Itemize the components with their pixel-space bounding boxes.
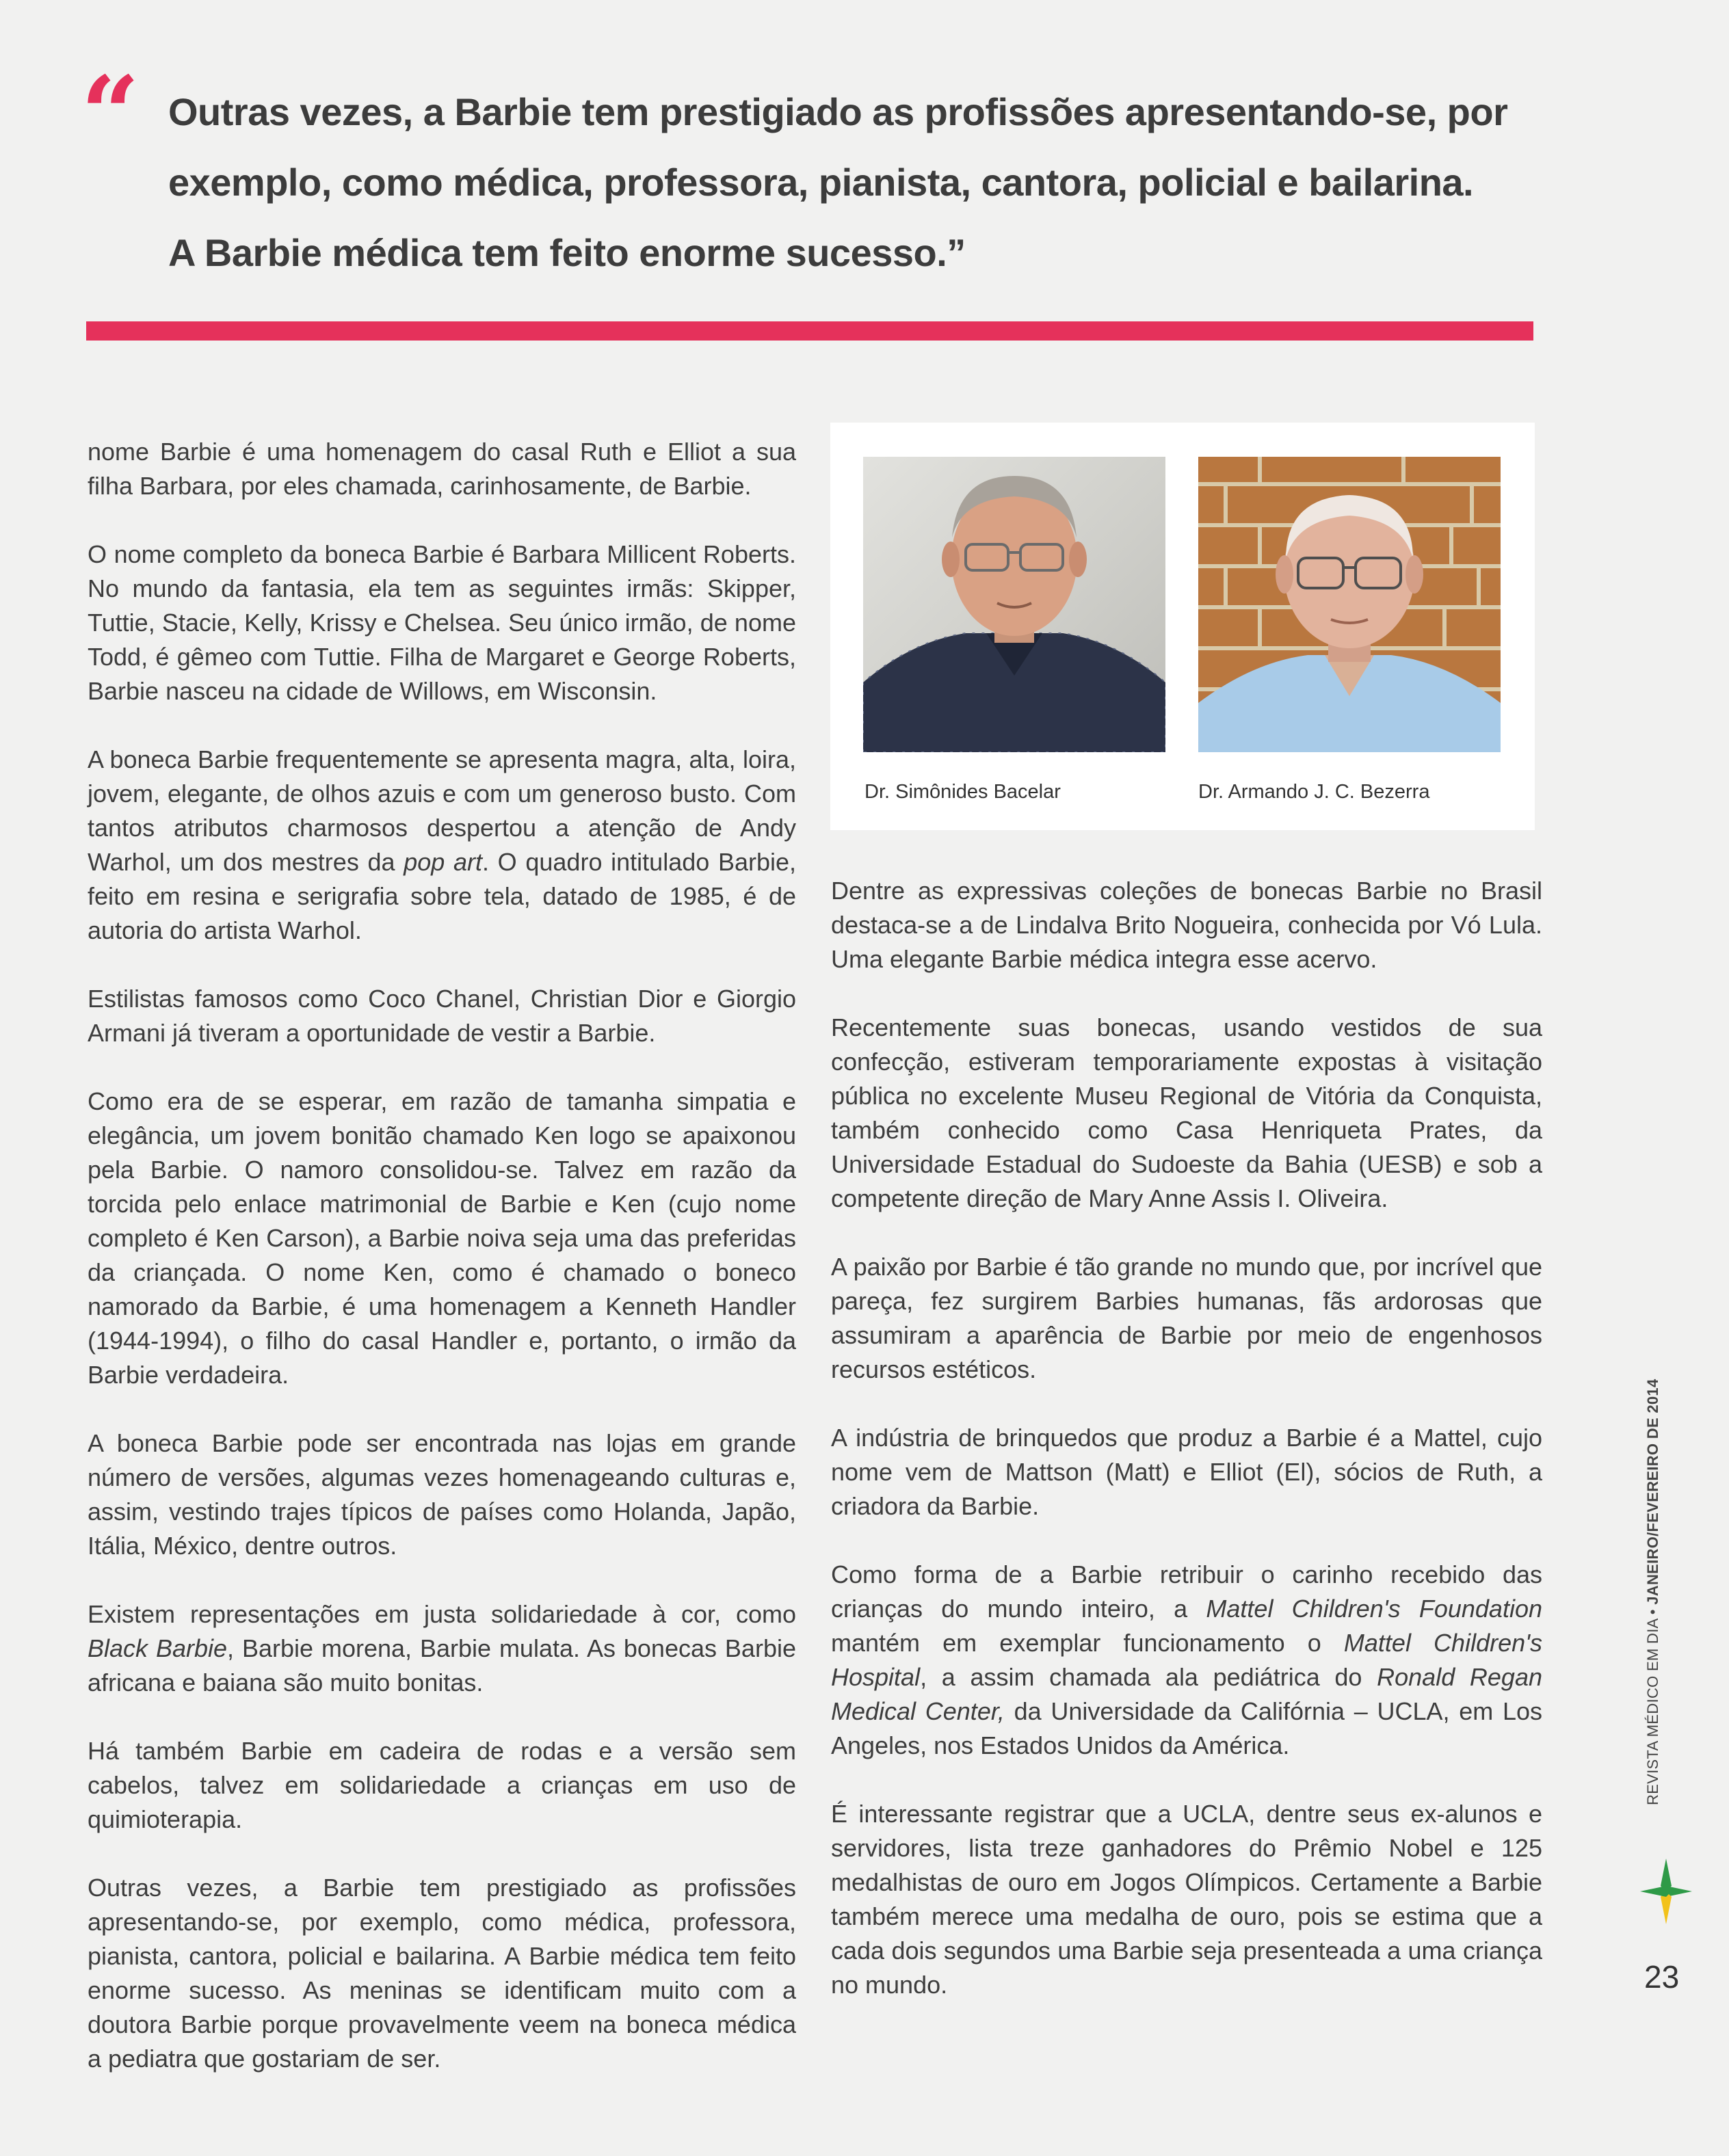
page-number: 23 [1644,1959,1680,1995]
emphasis: Black Barbie [88,1634,228,1662]
paragraph: A boneca Barbie pode ser encontrada nas lojas em grande número de versões, algumas vezes homenageando culturas e, assim, vestindo trajes típicos de países como Holanda, Japão, Itália, México, dentre outros. [88,1429,796,1560]
paragraph: nome Barbie é uma homenagem do casal Ruth e Elliot a sua filha Barbara, por eles chamada, carinhosamente, de Barbie. [88,438,796,500]
pull-quote-line: Outras vezes, a Barbie tem prestigiado as profissões apresentando-se, por [168,90,1508,133]
paragraph: Recentemente suas bonecas, usando vestidos de sua confecção, estiveram temporariamente expostas à visitação pública no excelente Museu Regional de Vitória da Conquista, também conhecido como Casa Henriqueta Prates, da Universidade Estadual do Sudoeste da Bahia (UESB) e sob a competente direção de Mary Anne Assis I. Oliveira. [831,1013,1542,1212]
right-column [831,874,1542,2002]
paragraph: Há também Barbie em cadeira de rodas e a versão sem cabelos, talvez em solidariedade a crianças em uso de quimioterapia. [88,1737,796,1833]
paragraph: A indústria de brinquedos que produz a Barbie é a Mattel, cujo nome vem de Mattson (Matt) e Elliot (El), sócios de Ruth, a criadora da Barbie. [831,1424,1542,1520]
photo-caption: Dr. Simônides Bacelar [864,781,1061,803]
paragraph: O nome completo da boneca Barbie é Barbara Millicent Roberts. No mundo da fantasia, ela tem as seguintes irmãs: Skipper, Tuttie, Stacie, Kelly, Krissy e Chelsea. Seu único irmão, de nome Todd, é gêmeo com Tuttie. Filha de Margaret e George Roberts, Barbie nasceu na cidade de Willows, em Wisconsin. [88,540,796,705]
pull-quote-line: exemplo, como médica, professora, pianista, cantora, policial e bailarina. [168,161,1474,204]
paragraph: Existem representações em justa solidariedade à cor, como Black Barbie, Barbie morena, Barbie mulata. As bonecas Barbie africana e baiana são muito bonitas. [88,1600,796,1696]
paragraph: A boneca Barbie frequentemente se apresenta magra, alta, loira, jovem, elegante, de olhos azuis e com um generoso busto. Com tantos atributos charmosos despertou a atenção de Andy Warhol, um dos mestres da pop art. O quadro intitulado Barbie, feito em resina e serigrafia sobre tela, datado de 1985, é de autoria do artista Warhol. [88,745,797,944]
emphasis: Ronald Regan Medical Center, [831,1663,1542,1725]
paragraph: Dentre as expressivas coleções de bonecas Barbie no Brasil destaca-se a de Lindalva Brito Nogueira, conhecida por Vó Lula. Uma elegante Barbie médica integra esse acervo. [831,877,1542,973]
issue-date: JANEIRO/FEVEREIRO DE 2014 [1644,1379,1661,1605]
emphasis: Mattel Children's Foundation [1206,1595,1542,1623]
quote-mark: “ [81,54,140,174]
paragraph: Outras vezes, a Barbie tem prestigiado as profissões apresentando-se, por exemplo, como médica, professora, pianista, cantora, policial e bailarina. A Barbie médica tem feito enorme sucesso. As meninas se identificam muito com a doutora Barbie porque provavelmente veem na boneca médica a pediatra que gostariam de ser. [88,1874,796,2073]
paragraph: Como forma de a Barbie retribuir o carinho recebido das crianças do mundo inteiro, a Mattel Children's Foundation mantém em exemplar funcionamento o Mattel Children's Hospital, a assim chamada ala pediátrica do Ronald Regan Medical Center, da Universidade da Califórnia – UCLA, em Los Angeles, nos Estados Unidos da América. [831,1560,1542,1759]
journal-name: REVISTA MÉDICO EM DIA • [1644,1604,1661,1805]
journal-issue-label [1644,1379,1662,1806]
paragraph: É interessante registrar que a UCLA, dentre seus ex-alunos e servidores, lista treze ganhadores do Prêmio Nobel e 125 medalhistas de ouro em Jogos Olímpicos. Certamente a Barbie também merece uma medalha de ouro, pois se estima que a cada dois segundos uma Barbie seja presenteada a uma criança no mundo. [831,1800,1542,1999]
portrait-photo-simonides-bacelar [863,457,1165,752]
paragraph: Como era de se esperar, em razão de tamanha simpatia e elegância, um jovem bonitão chamado Ken logo se apaixonou pela Barbie. O namoro consolidou-se. Talvez em razão da torcida pelo enlace matrimonial de Barbie e Ken (cujo nome completo é Ken Carson), a Barbie noiva seja uma das preferidas da criançada. O nome Ken, como é chamado o boneco namorado da Barbie, é uma homenagem a Kenneth Handler (1944-1994), o filho do casal Handler e, portanto, o irmão da Barbie verdadeira. [88,1087,796,1389]
photo-box [830,423,1535,830]
journal-logo-icon [1640,1859,1692,1924]
left-column [88,435,796,2076]
paragraph: Estilistas famosos como Coco Chanel, Christian Dior e Giorgio Armani já tiveram a oportunidade de vestir a Barbie. [88,985,796,1047]
accent-rule [86,321,1533,341]
paragraph: A paixão por Barbie é tão grande no mundo que, por incrível que pareça, fez surgirem Barbies humanas, fãs ardorosas que assumiram a aparência de Barbie por meio de engenhosos recursos estéticos. [831,1253,1542,1383]
portrait-photo-armando-bezerra [1198,457,1501,752]
photo-caption: Dr. Armando J. C. Bezerra [1198,781,1430,803]
emphasis: pop art [404,848,482,876]
emphasis: Mattel Children's Hospital [831,1629,1542,1691]
pull-quote-line: A Barbie médica tem feito enorme sucesso.” [168,231,966,274]
pull-quote [168,77,1563,288]
